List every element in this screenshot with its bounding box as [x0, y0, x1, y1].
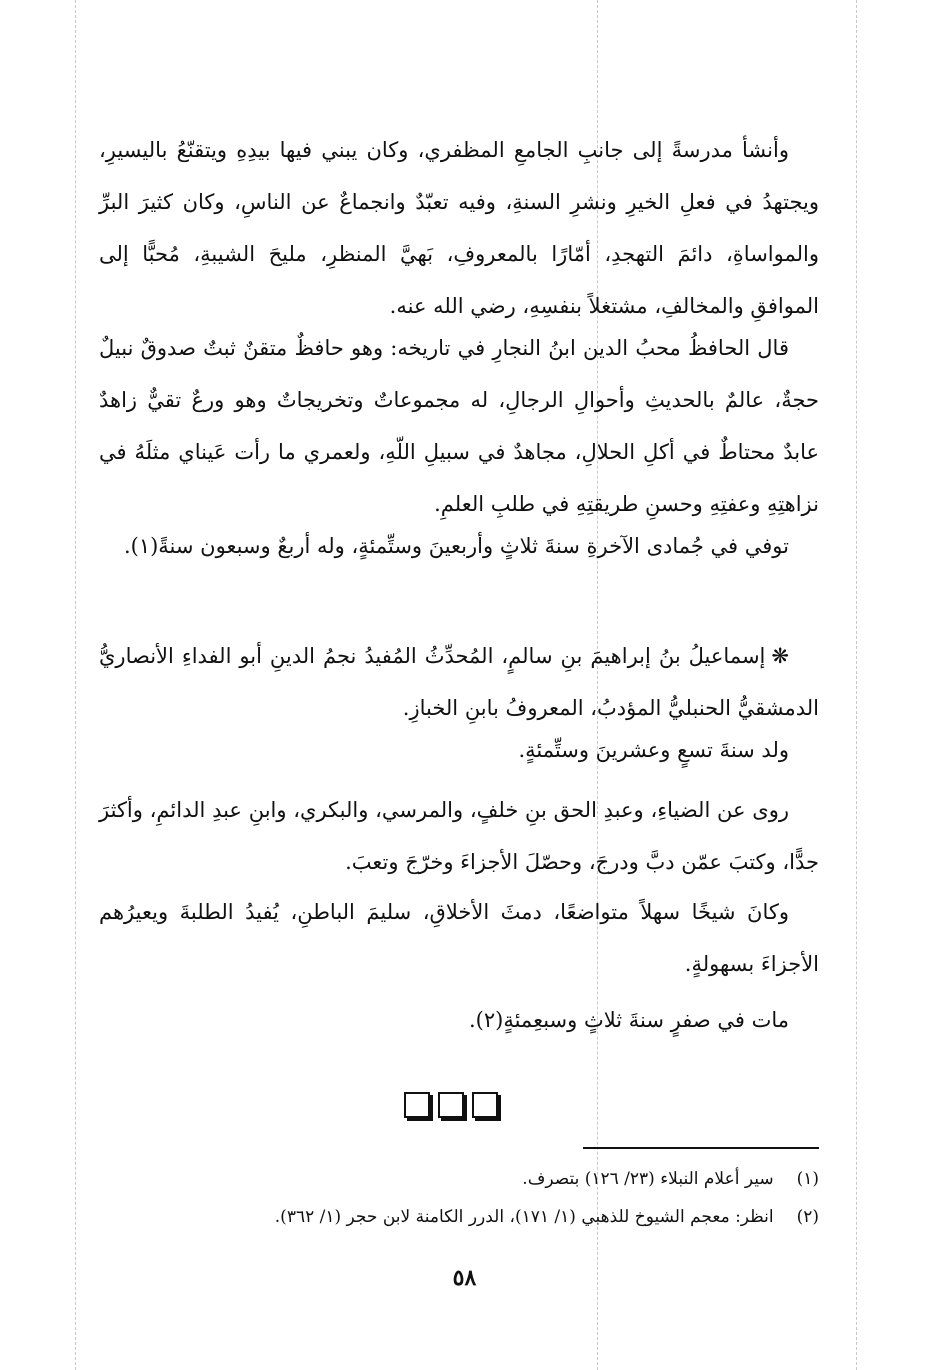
footnote-item — [99, 1198, 819, 1236]
paragraph-death: مات في صفرٍ سنةَ ثلاثٍ وسبعِمئةٍ(٢). — [468, 1008, 789, 1032]
body-text-second — [99, 322, 819, 530]
separator-square-icon — [404, 1092, 430, 1118]
body-text-eighth — [99, 994, 819, 1046]
paragraph-building-school: وأنشأ مدرسةً إلى جانبِ الجامعِ المظفري، وكان يبني فيها بيدِهِ ويتقنّعُ باليسيرِ، ويجتهدُ في فعلِ الخيرِ ونشرِ السنةِ، وفيه تعبّدٌ وانجماعٌ عن الناسِ، وكان كثيرَ البرِّ والمواساةِ، دائمَ التهجدِ، أمّارًا بالمعروفِ، بَهيَّ المنظرِ، مليحَ الشيبةِ، مُحبًّا إلى الموافقِ والمخالفِ، مشتغلاً بنفسِهِ، رضي الله عنه. — [99, 138, 819, 318]
body-text-third — [99, 520, 819, 572]
section-separator — [404, 1092, 498, 1118]
body-text-fourth — [99, 630, 819, 734]
paragraph-ibn-najjar-quote: قال الحافظُ محبُ الدين ابنُ النجارِ في تاريخه: وهو حافظٌ متقنٌ ثبتٌ صدوقٌ نبيلٌ حجةٌ، عالمٌ بالحديثِ وأحوالِ الرجالِ، له مجموعاتٌ وتخريجاتٌ وهو ورعٌ تقيٌّ زاهدٌ عابدٌ محتاطٌ في أكلِ الحلالِ، مجاهدٌ في سبيلِ اللّهِ، ولعمري ما رأت عَيناي مثلَهُ في نزاهتِهِ وعفتِهِ وحسنِ طريقتِهِ في طلبِ العلمِ. — [99, 336, 819, 516]
paragraph-death-date: توفي في جُمادى الآخرةِ سنةَ ثلاثٍ وأربعينَ وستِّمئةٍ، وله أربعٌ وسبعون سنةً(١). — [123, 534, 789, 558]
biography-entry-heading — [99, 630, 819, 734]
footnote-number: (٢) — [796, 1207, 819, 1227]
footnote-number: (١) — [796, 1169, 819, 1189]
footnote-text: انظر: معجم الشيوخ للذهبي (١/ ١٧١)، الدرر الكامنة لابن حجر (١/ ٣٦٢). — [274, 1207, 774, 1227]
scan-guide-line — [75, 0, 76, 1370]
paragraph-birth-date: ولد سنةَ تسعٍ وعشرينَ وستِّمئةٍ. — [518, 738, 789, 762]
body-text-sixth — [99, 784, 819, 888]
paragraph-teachers: روى عن الضياءِ، وعبدِ الحق بنِ خلفٍ، والمرسي، والبكري، وابنِ عبدِ الدائمِ، وأكثرَ جدًّا، وكتبَ عمّن دبَّ ودرجَ، وحصّلَ الأجزاءَ وخرّجَ وتعبَ. — [99, 798, 819, 874]
paragraph-character: وكانَ شيخًا سهلاً متواضعًا، دمثَ الأخلاقِ، سليمَ الباطنِ، يُفيدُ الطلبةَ ويعيرُهم الأجزاءَ بسهولةٍ. — [99, 900, 819, 976]
footnotes — [99, 1160, 819, 1236]
footnote-item — [99, 1160, 819, 1198]
body-text-first — [99, 124, 819, 332]
footnote-text: سير أعلام النبلاء (٢٣/ ١٢٦) بتصرف. — [522, 1169, 774, 1189]
bullet-star-icon: ❋ — [771, 644, 789, 668]
scan-guide-line — [856, 0, 857, 1370]
body-text-seventh — [99, 886, 819, 990]
biography-entry-text: إسماعيلُ بنُ إبراهيمَ بنِ سالمٍ، المُحدِّثُ المُفيدُ نجمُ الدينِ أبو الفداءِ الأنصاريُّ الدمشقيُّ الحنبليُّ المؤدبُ، المعروفُ بابنِ الخبازِ. — [99, 644, 819, 720]
body-text-fifth — [99, 724, 819, 776]
page-number: ٥٨ — [452, 1265, 477, 1291]
footnote-divider — [583, 1147, 819, 1149]
separator-square-icon — [472, 1092, 498, 1118]
separator-square-icon — [438, 1092, 464, 1118]
